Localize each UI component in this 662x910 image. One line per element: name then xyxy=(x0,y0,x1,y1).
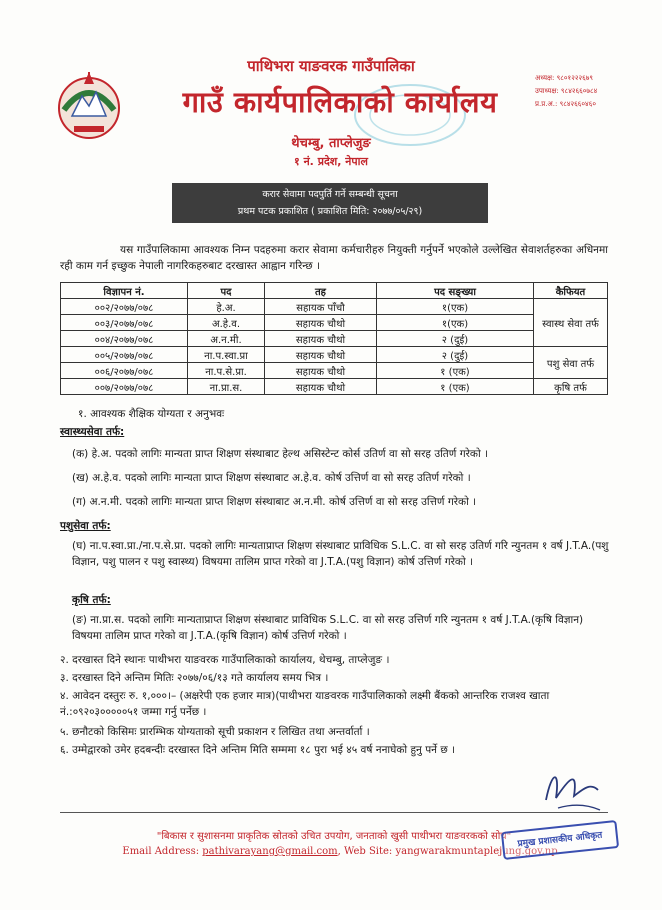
email-label: Email Address: xyxy=(122,846,200,857)
cell: अ.न.मी. xyxy=(188,331,265,347)
cell: ००४/२०७७/०७८ xyxy=(61,331,188,347)
table-row xyxy=(61,347,608,363)
office-title: गाउँ कार्यपालिकाको कार्यालय xyxy=(182,85,498,119)
footer-motto: "बिकास र सुशासनमा प्राकृतिक स्रोतको उचित उपयोग, जनताको खुसी पाथीभरा याङवरकको सोच" xyxy=(156,831,512,842)
cell: ना.प्रा.स. xyxy=(188,379,265,395)
contact-chair: अध्यक्ष: ९८०१२२२६७९ xyxy=(535,74,594,82)
cell: २ (दुई) xyxy=(377,331,534,347)
cell: सहायक चौथो xyxy=(265,315,377,331)
web-label: , Web Site: xyxy=(337,846,393,857)
table-row xyxy=(61,315,608,331)
health-item-1: (क) हे.अ. पदको लागिः मान्यता प्राप्त शिक्षण संस्थाबाट हेल्थ असिस्टेन्ट कोर्स उतिर्ण वा सो सरह उतिर्ण गरेको । xyxy=(72,448,489,460)
cell: १ (एक) xyxy=(377,363,534,379)
col-count: पद सङ्ख्या xyxy=(377,283,534,299)
remarks-cell: कृषि तर्फ xyxy=(534,379,608,395)
contact-vice-chair: उपाध्यक्ष: ९८४२६६०७८४ xyxy=(535,87,598,95)
cell: अ.हे.व. xyxy=(188,315,265,331)
cell: २ (दुई) xyxy=(377,347,534,363)
email-link[interactable]: pathivarayang@gmail.com xyxy=(202,846,338,857)
col-post: पद xyxy=(188,283,265,299)
cell: ना.प.से.प्रा. xyxy=(188,363,265,379)
notice-subtitle: प्रथम पटक प्रकाशित ( प्रकाशित मिति: २०७७/०५/२९) xyxy=(237,206,423,217)
signature-icon xyxy=(538,760,608,820)
cell: सहायक पाँचौ xyxy=(265,299,377,315)
table-row xyxy=(61,299,608,315)
intro-paragraph: यस गाउँपालिकामा आवश्यक निम्न पदहरुमा करार सेवामा कर्मचारीहरु नियुक्ती गर्नुपर्ने भएकोले उल्लेखित सेवाशर्तहरुका अधिनमा रही काम गर्न इच्छुक नेपाली नागरिकहरुबाट दरखास्त आह्वान गरिन्छ । xyxy=(60,244,608,272)
cell: हे.अ. xyxy=(188,299,265,315)
point-4: ४. आवेदन दस्तुरः रु. १,०००।– (अक्षरेपी एक हजार मात्र)(पाथीभरा याङवरक गाउँपालिकाको लक्ष्मी बैंकको आन्तरिक राजश्व खाता नं.:०९२०३०००००५१ जम्मा गर्नु पर्नेछ । xyxy=(60,690,550,718)
health-heading: स्वास्थ्यसेवा तर्फ: xyxy=(60,426,125,438)
health-item-3: (ग) अ.न.मी. पदको लागिः मान्यता प्राप्त शिक्षण संस्थाबाट अ.न.मी. कोर्ष उत्तिर्ण वा सो सरह उत्तिर्ण गरेको । xyxy=(72,496,477,508)
vet-item: (घ) ना.प.स्वा.प्रा./ना.प.से.प्रा. पदको लागिः मान्यताप्राप्त शिक्षण संस्थाबाट प्राविधिक S.L.C. वा सो सरह उतिर्ण गरि न्युनतम १ वर्ष J.T.A.(पशु विज्ञान, पशु पालन र पशु स्वास्थ्य) विषयमा तालिम प्राप्त गरेको वा J.T.A.(पशु विज्ञान) कोर्ष उत्तिर्ण गरेको । xyxy=(72,540,609,568)
col-level: तह xyxy=(265,283,377,299)
cell: सहायक चौथो xyxy=(265,363,377,379)
municipality-name: पाथिभरा याङवरक गाउँपालिका xyxy=(247,57,415,75)
qualification-heading: १. आवश्यक शैक्षिक योग्यता र अनुभवः xyxy=(78,408,225,420)
remarks-cell: पशु सेवा तर्फ xyxy=(534,347,608,379)
cell: १(एक) xyxy=(377,299,534,315)
notice-title: करार सेवामा पदपुर्ति गर्ने सम्बन्धी सूचना xyxy=(262,189,398,200)
health-item-2: (ख) अ.हे.व. पदको लागिः मान्यता प्राप्त शिक्षण संस्थाबाट अ.हे.व. कोर्ष उत्तिर्ण वा सो सरह उतिर्ण गरेको । xyxy=(72,472,471,484)
web-link[interactable]: yangwarakmuntaplejung.gov.np xyxy=(395,846,558,857)
cell: सहायक चौथो xyxy=(265,331,377,347)
cell: ००२/२०७७/०७८ xyxy=(61,299,188,315)
notice-banner xyxy=(172,183,488,223)
col-remarks: कैफियत xyxy=(534,283,608,299)
cell: ००३/२०७७/०७८ xyxy=(61,315,188,331)
point-6: ६. उम्मेद्वारको उमेर हदबन्दीः दरखास्त दिने अन्तिम मिति सम्ममा १८ पुरा भई ४५ वर्ष ननाघेको हुनु पर्ने छ । xyxy=(60,744,456,756)
cell: ना.प.स्वा.प्रा xyxy=(188,347,265,363)
point-5: ५. छनौटको किसिमः प्रारम्भिक योग्यताको सूची प्रकाशन र लिखित तथा अन्तर्वार्ता । xyxy=(60,726,370,738)
cell: सहायक चौथो xyxy=(265,379,377,395)
stamp-text: प्रमुख प्रशासकीय अधिकृत xyxy=(501,820,619,860)
point-2: २. दरखास्त दिने स्थानः पाथीभरा याङवरक गाउँपालिकाको कार्यालय, थेचम्बु, ताप्लेजुङ । xyxy=(60,654,390,666)
table-row xyxy=(61,379,608,395)
cell: ००६/२०७७/०७८ xyxy=(61,363,188,379)
remarks-cell: स्वास्थ सेवा तर्फ xyxy=(534,299,608,347)
table-row xyxy=(61,363,608,379)
agri-item: (ङ) ना.प्रा.स. पदको लागिः मान्यताप्राप्त शिक्षण संस्थाबाट प्राविधिक S.L.C. वा सो सरह उत्तिर्ण गरि न्युनतम १ वर्ष J.T.A.(कृषि विज्ञान) विषयमा तालिम प्राप्त गरेको वा J.T.A.(कृषि विज्ञान) कोर्ष उत्तिर्ण गरेको । xyxy=(72,614,584,642)
cell: ००५/२०७७/०७८ xyxy=(61,347,188,363)
address-line-2: १ नं. प्रदेश, नेपाल xyxy=(294,155,368,168)
footer-divider xyxy=(60,812,608,813)
address-line-1: थेचम्बु, ताप्लेजुङ xyxy=(291,136,371,151)
cell: १ (एक) xyxy=(377,379,534,395)
point-3: ३. दरखास्त दिने अन्तिम मितिः २०७७/०६/१३ गते कार्यालय समय भित्र । xyxy=(60,672,329,684)
officer-stamp xyxy=(498,818,618,860)
contact-numbers xyxy=(535,72,597,111)
cell: ००७/२०७७/०७८ xyxy=(61,379,188,395)
cell: १(एक) xyxy=(377,315,534,331)
vacancy-table xyxy=(60,282,608,395)
table-row xyxy=(61,331,608,347)
cell: सहायक चौथो xyxy=(265,347,377,363)
contact-cao: प्र.प्र.अ.: ९८४२६६०४६० xyxy=(535,100,596,108)
table-header-row xyxy=(61,283,608,299)
agri-heading: कृषि तर्फ: xyxy=(72,594,111,606)
vet-heading: पशुसेवा तर्फ: xyxy=(60,520,111,532)
col-ad-no: विज्ञापन नं. xyxy=(61,283,188,299)
